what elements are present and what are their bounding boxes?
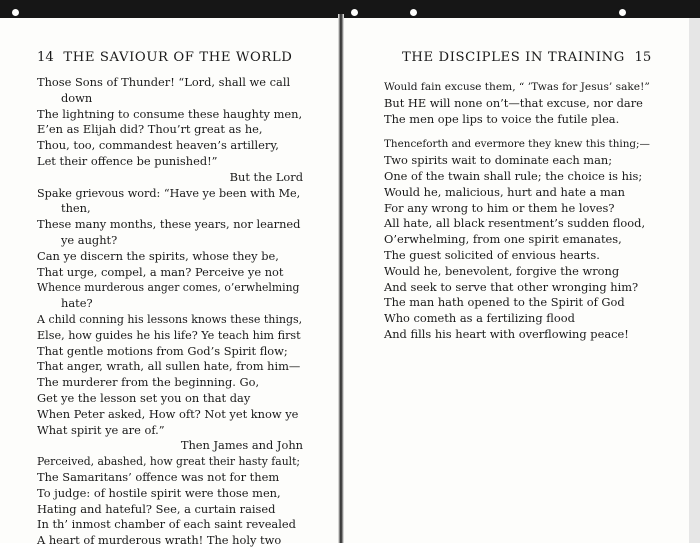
poem-line: Thenceforth and evermore they knew this thing;— [384, 138, 650, 151]
left-page-number: 14 [37, 50, 54, 65]
poem-line: To judge: of hostile spirit were those men, [37, 485, 281, 500]
left-running-head [37, 50, 292, 65]
poem-line: Can ye discern the spirits, whose they be, [37, 248, 279, 263]
poem-line: In th’ inmost chamber of each saint revealed [37, 517, 296, 532]
poem-line: What spirit ye are of.” [37, 422, 165, 437]
poem-line: The men ope lips to voice the futile plea. [384, 111, 620, 126]
right-poem-text [384, 80, 654, 343]
poem-line: All hate, all black resentment’s sudden flood, [384, 216, 646, 231]
binding-ring-icon [408, 7, 419, 18]
poem-line: But HE will none on’t—that excuse, nor dare [384, 95, 643, 110]
poem-line: Perceived, abashed, how great their hasty fault; [37, 455, 301, 469]
poem-line: down [61, 90, 93, 105]
poem-line: O’erwhelming, from one spirit emanates, [384, 232, 622, 247]
book-spine [338, 14, 344, 543]
poem-line: Two spirits wait to dominate each man; [384, 153, 613, 168]
poem-line: Would he, malicious, hurt and hate a man [384, 184, 625, 199]
poem-line: And fills his heart with overflowing peace! [384, 326, 629, 341]
poem-line: Let their offence be punished!” [37, 153, 218, 168]
binding-ring-icon [617, 7, 628, 18]
poem-line: Hating and hateful? See, a curtain raised [37, 501, 276, 516]
poem-line: Spake grievous word: “Have ye been with Me, [37, 186, 301, 200]
right-running-title: THE DISCIPLES IN TRAINING [402, 50, 625, 65]
right-running-head [402, 50, 651, 65]
binding-ring-icon [10, 7, 21, 18]
poem-line: Would he, benevolent, forgive the wrong [384, 263, 620, 278]
poem-line: That gentle motions from God’s Spirit flow; [37, 343, 288, 358]
poem-line: Get ye the lesson set you on that day [37, 390, 251, 405]
poem-line: A heart of murderous wrath! The holy two [37, 533, 282, 548]
right-page-number: 15 [634, 50, 652, 65]
poem-line: then, [61, 201, 91, 216]
poem-line: These many months, these years, nor learned [37, 217, 301, 232]
poem-line: And seek to serve that other wronging him? [384, 279, 639, 294]
poem-line: When Peter asked, How oft? Not yet know ye [37, 406, 299, 421]
poem-line: Thou, too, commandest heaven’s artillery, [37, 138, 279, 153]
poem-line: E’en as Elijah did? Thou’rt great as he, [37, 122, 263, 137]
stanza-gap [384, 127, 654, 137]
page-edge [689, 18, 700, 543]
poem-line: ye aught? [61, 232, 118, 247]
poem-line: Who cometh as a fertilizing flood [384, 311, 575, 326]
poem-line: The lightning to consume these haughty men, [37, 106, 303, 121]
poem-line: Those Sons of Thunder! “Lord, shall we call [37, 75, 291, 89]
poem-line: Else, how guides he his life? Ye teach him first [37, 328, 301, 342]
poem-line: That anger, wrath, all sullen hate, from him— [37, 359, 301, 374]
poem-line: The guest solicited of envious hearts. [384, 247, 600, 262]
poem-line: For any wrong to him or them he loves? [384, 200, 615, 215]
poem-line: The man hath opened to the Spirit of God [384, 295, 625, 310]
binding-ring-icon [349, 7, 360, 18]
poem-line: But the Lord [229, 169, 303, 184]
poem-line: Then James and John [180, 438, 303, 453]
poem-line: That urge, compel, a man? Perceive ye not [37, 264, 284, 279]
poem-line: One of the twain shall rule; the choice is his; [384, 168, 643, 183]
poem-line: A child conning his lessons knows these things, [37, 312, 303, 326]
left-poem-text [37, 75, 303, 549]
poem-line: The Samaritans’ offence was not for them [37, 469, 280, 484]
poem-line: hate? [61, 296, 93, 311]
poem-line: The murderer from the beginning. Go, [37, 375, 260, 390]
poem-line: Would fain excuse them, “ ’Twas for Jesus’ sake!” [384, 81, 650, 93]
left-running-title: THE SAVIOUR OF THE WORLD [63, 50, 293, 65]
poem-line: Whence murderous anger comes, o’erwhelming [37, 281, 300, 295]
